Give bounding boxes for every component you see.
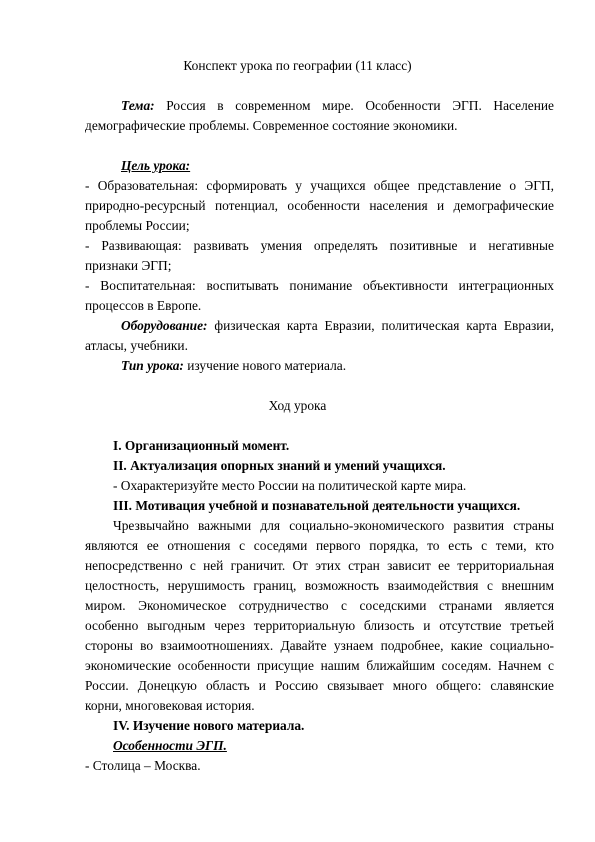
motivation-line: непосредственно с ней граничит. От этих стран зависит ее территориальная <box>85 558 554 573</box>
goal-upbringing-1: - Воспитательная: воспитывать понимание объективности интеграционных <box>85 278 554 293</box>
motivation-line: особенно выгодным через территориальную близость и отсутствие третьей <box>85 618 554 633</box>
goal-developing-1: - Развивающая: развивать умения определять позитивные и негативные <box>85 238 554 253</box>
stage-3: III. Мотивация учебной и познавательной деятельности учащихся. <box>113 498 521 513</box>
motivation-line: целостность, нерушимость границ, возможность взаимодействия с внешним <box>85 578 554 593</box>
goal-label: Цель урока: <box>121 158 191 173</box>
lesson-type-text: изучение нового материала. <box>187 358 347 373</box>
goal-upbringing-2: процессов в Европе. <box>85 298 202 313</box>
motivation-line: корни, многовековая история. <box>85 698 255 713</box>
motivation-line: стороны во взаимоотношениях. Давайте узнаем подробнее, какие социально- <box>85 638 554 653</box>
goal-developing-2: признаки ЭГП; <box>85 258 172 273</box>
capital-line: - Столица – Москва. <box>85 758 201 773</box>
motivation-line: являются ее отношения с соседями первого порядка, то есть с теми, кто <box>85 538 554 553</box>
progress-title: Ход урока <box>268 398 327 413</box>
equipment-line-2: атласы, учебники. <box>85 338 188 353</box>
motivation-line: России. Донецкую область и Россию связывает много общего: славянские <box>85 678 554 693</box>
stage-2-task: - Охарактеризуйте место России на политической карте мира. <box>113 478 467 493</box>
theme-label: Тема: <box>121 98 155 113</box>
stage-1: I. Организационный момент. <box>113 438 290 453</box>
stage-4: IV. Изучение нового материала. <box>113 718 305 733</box>
equipment-text-1: физическая карта Евразии, политическая карта Евразии, <box>214 318 554 333</box>
goal-educational-3: проблемы России; <box>85 218 190 233</box>
lesson-type-line <box>121 356 554 376</box>
goal-educational-2: природно-ресурсный потенциал, особенности населения и демографические <box>85 198 554 213</box>
goal-educational-1: - Образовательная: сформировать у учащихся общее представление о ЭГП, <box>85 178 554 193</box>
egp-heading: Особенности ЭГП. <box>113 738 227 753</box>
motivation-line: экономические особенности присущие нашим ближайшим соседям. Начнем с <box>85 658 554 673</box>
goal-label-line <box>121 156 554 176</box>
equipment-label: Оборудование: <box>121 318 208 333</box>
theme-line-1 <box>121 96 554 116</box>
egp-heading-line <box>113 736 554 756</box>
stage-2: II. Актуализация опорных знаний и умений учащихся. <box>113 458 446 473</box>
document-title: Конспект урока по географии (11 класс) <box>183 58 412 73</box>
motivation-line: миром. Экономическое сотрудничество с соседскими странами является <box>85 598 554 613</box>
equipment-line-1 <box>121 316 554 336</box>
motivation-line: Чрезвычайно важными для социально-экономического развития страны <box>113 518 554 533</box>
theme-text-1: Россия в современном мире. Особенности ЭГП. Население <box>166 98 554 113</box>
lesson-type-label: Тип урока: <box>121 358 184 373</box>
theme-line-2: демографические проблемы. Современное состояние экономики. <box>85 118 458 133</box>
